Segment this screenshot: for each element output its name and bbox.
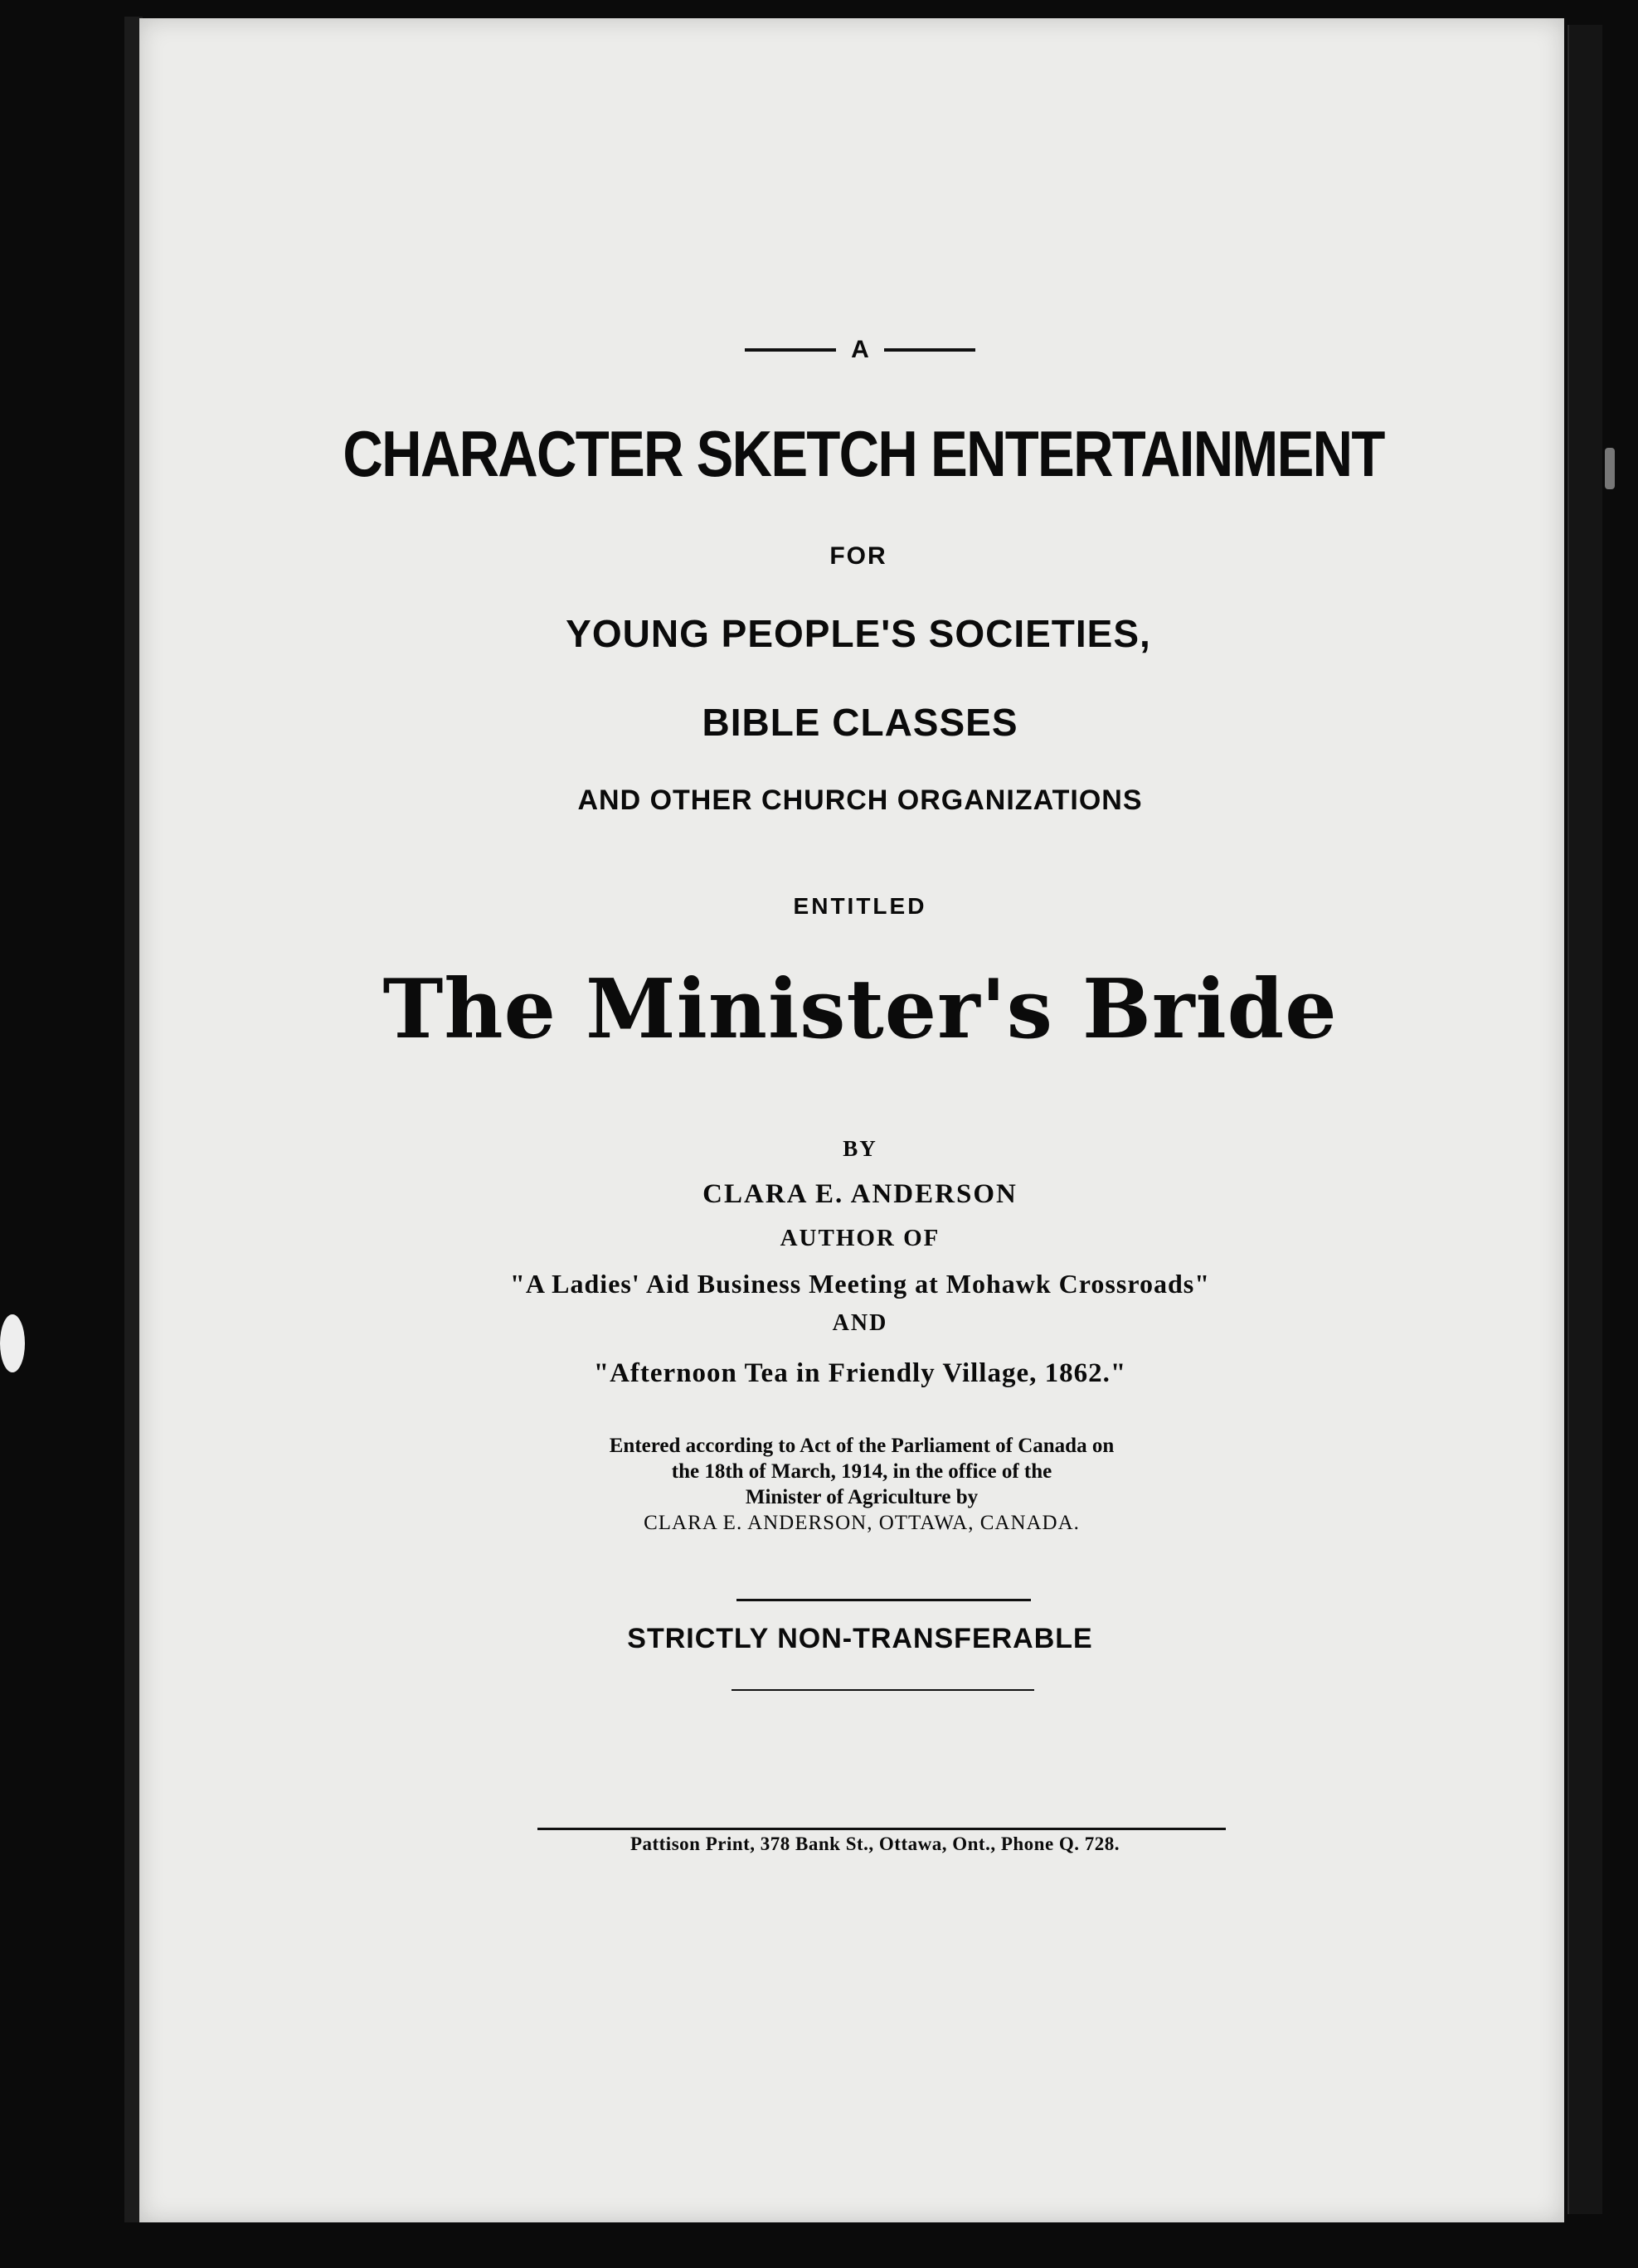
cover-edge bbox=[1568, 25, 1602, 2214]
entitled-label: ENTITLED bbox=[793, 893, 927, 919]
audience-line-1: YOUNG PEOPLE'S SOCIETIES, bbox=[566, 612, 1151, 655]
previous-work-2: "Afternoon Tea in Friendly Village, 1862." bbox=[593, 1358, 1127, 1388]
author-of-label: AUTHOR OF bbox=[780, 1225, 941, 1251]
author-name: CLARA E. ANDERSON bbox=[702, 1179, 1018, 1209]
audience-line-2: BIBLE CLASSES bbox=[702, 701, 1018, 744]
play-title: The Minister's Bride bbox=[382, 962, 1338, 1057]
copyright-line: the 18th of March, 1914, in the office of the bbox=[671, 1460, 1052, 1483]
margin-speck bbox=[1605, 448, 1615, 489]
for-line: FOR bbox=[829, 542, 887, 570]
title-page-content bbox=[139, 18, 1564, 2222]
printer-imprint: Pattison Print, 378 Bank St., Ottawa, Ont., Phone Q. 728. bbox=[629, 1833, 1120, 1854]
and-label: AND bbox=[832, 1310, 888, 1336]
audience-line-3: AND OTHER CHURCH ORGANIZATIONS bbox=[577, 784, 1143, 816]
imprint-rule bbox=[537, 1828, 1226, 1830]
divider-rule-bottom bbox=[732, 1689, 1034, 1691]
copyright-notice bbox=[149, 1433, 1574, 1536]
margin-speck bbox=[0, 1314, 25, 1372]
by-label: BY bbox=[843, 1136, 877, 1161]
copyright-line: Entered according to Act of the Parliament of Canada on bbox=[609, 1435, 1115, 1457]
main-title: CHARACTER SKETCH ENTERTAINMENT bbox=[343, 417, 1384, 490]
heading-article: A bbox=[851, 336, 869, 363]
previous-work-1: "A Ladies' Aid Business Meeting at Mohawk Crossroads" bbox=[510, 1269, 1210, 1299]
title-page bbox=[139, 18, 1564, 2222]
divider-rule-top bbox=[736, 1599, 1031, 1601]
copyright-line: Minister of Agriculture by bbox=[745, 1486, 979, 1508]
copyright-line: CLARA E. ANDERSON, OTTAWA, CANADA. bbox=[644, 1512, 1080, 1534]
heading-article-row bbox=[148, 336, 1572, 364]
ornament-dash-left bbox=[745, 348, 836, 352]
restriction-notice: STRICTLY NON-TRANSFERABLE bbox=[627, 1623, 1093, 1654]
ornament-dash-right bbox=[884, 348, 975, 352]
